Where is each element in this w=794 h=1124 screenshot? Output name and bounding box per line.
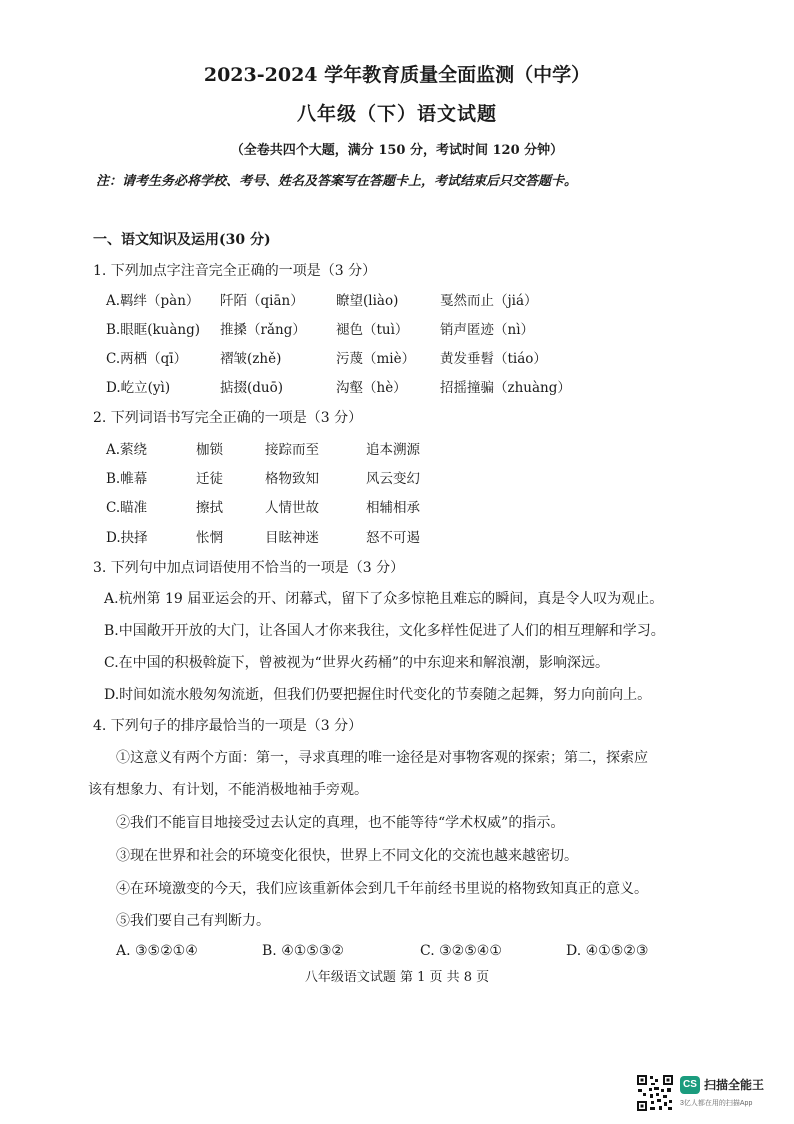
q4-choice-c: C. ③②⑤④① xyxy=(420,943,502,959)
exam-title: 2023-2024 学年教育质量全面监测（中学） xyxy=(203,64,591,86)
q2-option-b-3: 格物致知 xyxy=(265,471,319,487)
question-4-stem: 4. 下列句子的排序最恰当的一项是（3 分） xyxy=(93,718,363,734)
q3-option-a: A.杭州第 19 届亚运会的开、闭幕式，留下了众多惊艳且难忘的瞬间，真是令人叹为观止。 xyxy=(104,591,664,607)
q1-option-a-2: 阡陌（qiān） xyxy=(220,293,304,309)
question-3-stem: 3. 下列句中加点词语使用不恰当的一项是（3 分） xyxy=(93,560,405,576)
q4-sentence-3: ③现在世界和社会的环境变化很快，世界上不同文化的交流也越来越密切。 xyxy=(116,848,578,864)
exam-subtitle: 八年级（下）语文试题 xyxy=(296,103,497,125)
q2-option-a-3: 接踪而至 xyxy=(265,442,319,458)
q1-option-a-4: 戛然而止（jiá） xyxy=(440,293,538,309)
camscanner-tagline: 3亿人都在用的扫描App xyxy=(680,1100,753,1107)
q3-option-b: B.中国敞开开放的大门，让各国人才你来我往，文化多样性促进了人们的相互理解和学习。 xyxy=(104,623,665,639)
q2-option-c-1: C.瞄准 xyxy=(106,500,148,516)
qr-code-icon xyxy=(636,1074,674,1112)
camscanner-logo-icon: CS xyxy=(680,1076,700,1094)
q1-option-b-2: 推搡（rǎng） xyxy=(220,322,306,338)
q2-option-c-4: 相辅相承 xyxy=(366,500,420,516)
q1-option-c-1: C.两栖（qī） xyxy=(106,351,188,367)
q4-choice-b: B. ④①⑤③② xyxy=(262,943,344,959)
q2-option-b-4: 风云变幻 xyxy=(366,471,420,487)
q4-sentence-1-line-1: ①这意义有两个方面：第一，寻求真理的唯一途径是对事物客观的探索；第二，探索应 xyxy=(116,750,648,766)
q2-option-a-1: A.萦绕 xyxy=(106,442,148,458)
q2-option-b-2: 迁徒 xyxy=(196,471,223,487)
q2-option-a-2: 枷锁 xyxy=(196,442,223,458)
q1-option-d-1: D.屹立(yì) xyxy=(106,380,171,396)
q1-option-b-3: 褪色（tuì） xyxy=(336,322,409,338)
q2-option-b-1: B.帷幕 xyxy=(106,471,148,487)
q4-choice-d: D. ④①⑤②③ xyxy=(566,943,649,959)
q1-option-c-3: 污蔑（miè） xyxy=(336,351,416,367)
q2-option-c-2: 擦拭 xyxy=(196,500,223,516)
q1-option-b-1: B.眼眶(kuàng) xyxy=(106,322,201,338)
q2-option-d-2: 怅惘 xyxy=(196,530,223,546)
q1-option-a-3: 瞭望(liào) xyxy=(336,293,399,309)
question-2-stem: 2. 下列词语书写完全正确的一项是（3 分） xyxy=(93,410,363,426)
q1-option-d-3: 沟壑（hè） xyxy=(336,380,407,396)
q3-option-d: D.时间如流水般匆匆流逝，但我们仍要把握住时代变化的节奏随之起舞，努力向前向上。 xyxy=(104,687,652,703)
q1-option-d-4: 招摇撞骗（zhuàng） xyxy=(440,380,571,396)
q2-option-c-3: 人情世故 xyxy=(265,500,319,516)
q3-option-c: C.在中国的积极斡旋下，曾被视为“世界火药桶”的中东迎来和解浪潮，影响深远。 xyxy=(104,655,609,671)
q2-option-d-4: 怒不可遏 xyxy=(366,530,420,546)
q2-option-a-4: 追本溯源 xyxy=(366,442,420,458)
exam-note: 注：请考生务必将学校、考号、姓名及答案写在答题卡上，考试结束后只交答题卡。 xyxy=(96,174,578,189)
camscanner-name: 扫描全能王 xyxy=(704,1078,765,1092)
question-1-stem: 1. 下列加点字注音完全正确的一项是（3 分） xyxy=(93,263,377,279)
q2-option-d-3: 目眩神迷 xyxy=(265,530,319,546)
q2-option-d-1: D.抉择 xyxy=(106,530,148,546)
q4-sentence-2: ②我们不能盲目地接受过去认定的真理，也不能等待“学术权威”的指示。 xyxy=(116,815,565,831)
q1-option-c-4: 黄发垂髫（tiáo） xyxy=(440,351,547,367)
q1-option-b-4: 销声匿迹（nì） xyxy=(440,322,535,338)
scanner-watermark xyxy=(636,1074,786,1114)
q1-option-a-1: A.羁绊（pàn） xyxy=(106,293,200,309)
q4-sentence-4: ④在环境激变的今天，我们应该重新体会到几千年前经书里说的格物致知真正的意义。 xyxy=(116,881,648,897)
q4-choice-a: A. ③⑤②①④ xyxy=(116,943,198,959)
q1-option-d-2: 掂掇(duō) xyxy=(220,380,283,396)
page-footer: 八年级语文试题 第 1 页 共 8 页 xyxy=(304,970,490,985)
q4-sentence-1-line-2: 该有想象力、有计划，不能消极地袖手旁观。 xyxy=(88,782,368,798)
section-heading: 一、语文知识及运用(30 分) xyxy=(93,232,271,248)
q4-sentence-5: ⑤我们要自己有判断力。 xyxy=(116,913,270,929)
q1-option-c-2: 褶皱(zhě) xyxy=(220,351,282,367)
exam-info: （全卷共四个大题，满分 150 分，考试时间 120 分钟） xyxy=(230,143,564,158)
